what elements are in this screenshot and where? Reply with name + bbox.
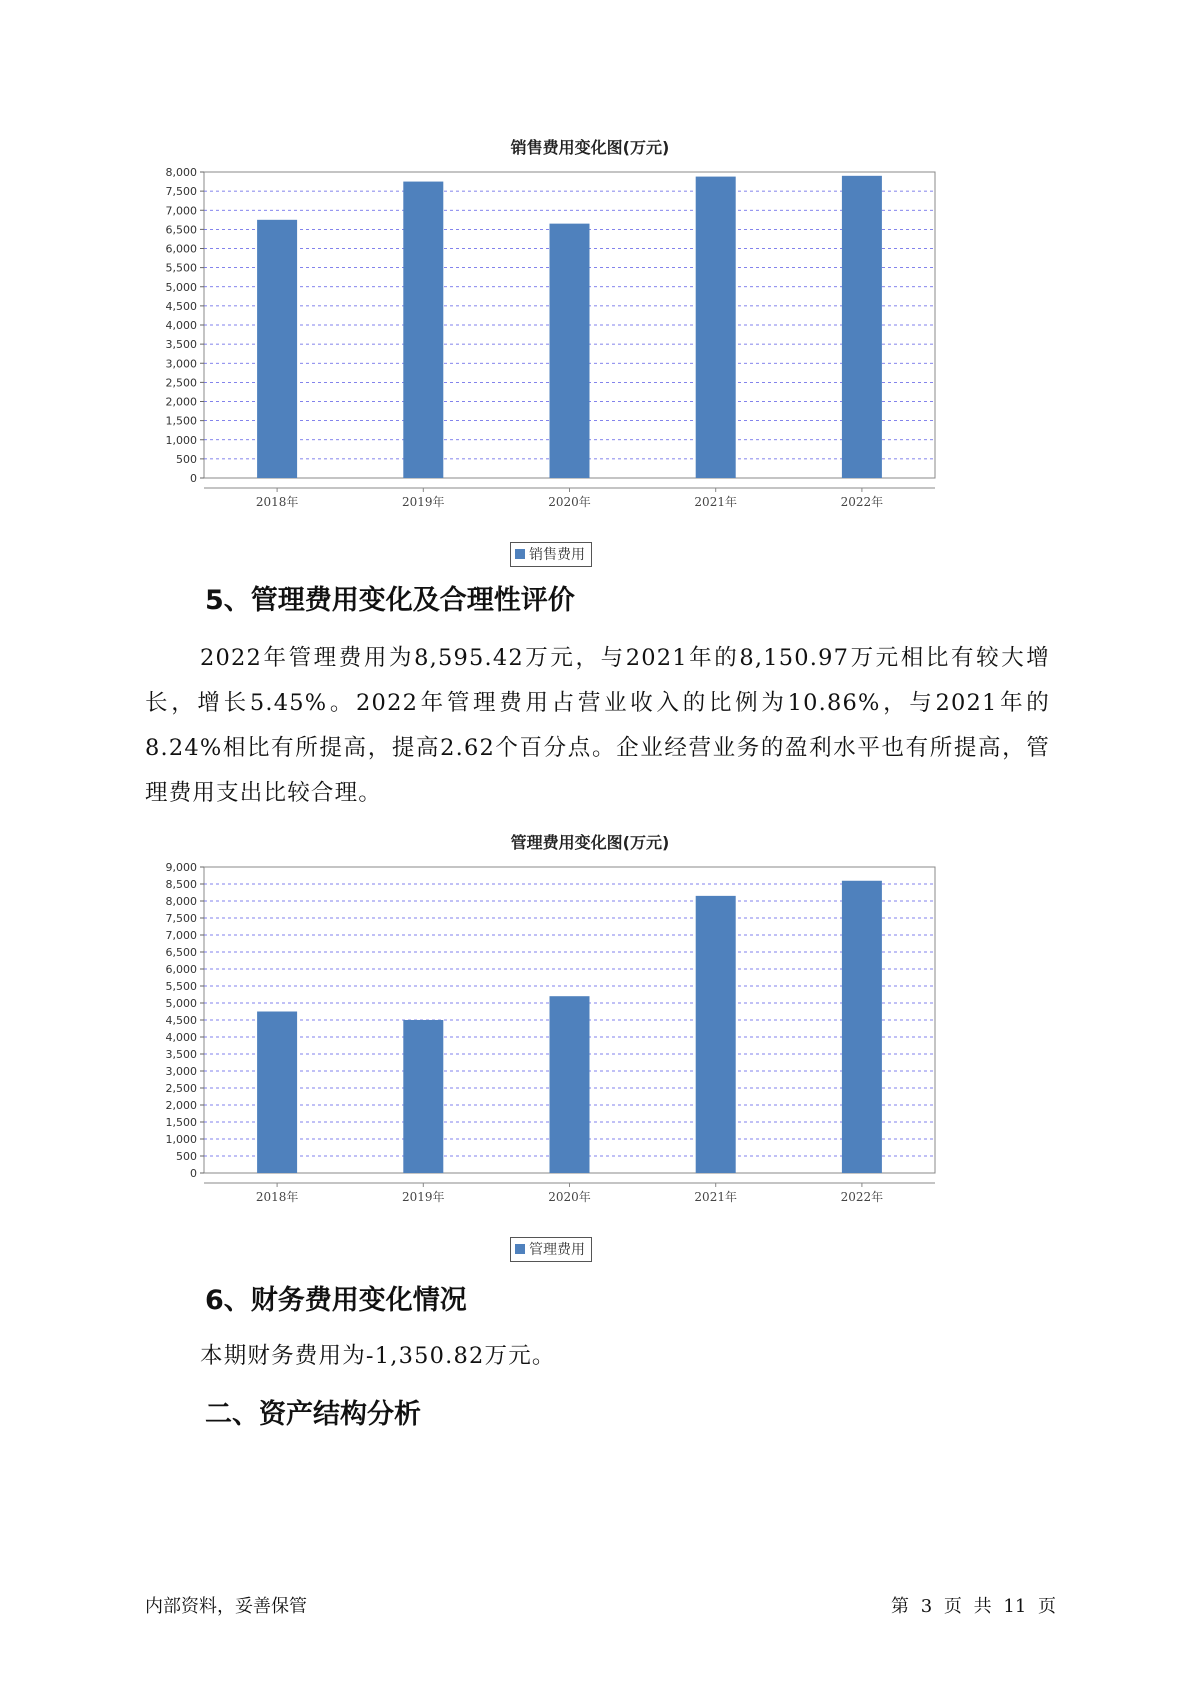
y-tick-label: 4,000 (165, 1031, 197, 1044)
y-tick-label: 3,000 (165, 357, 197, 371)
y-tick-label: 8,000 (165, 166, 197, 179)
sales-expense-chart (140, 130, 1040, 570)
section-heading-assets: 二、资产结构分析 (205, 1399, 421, 1430)
section-heading-5: 5、管理费用变化及合理性评价 (205, 585, 575, 616)
y-tick-label: 2,500 (165, 1082, 197, 1095)
y-tick-label: 4,500 (165, 1014, 197, 1027)
y-tick-label: 2,500 (165, 376, 197, 390)
y-tick-label: 6,500 (165, 946, 197, 959)
y-tick-label: 3,000 (165, 1065, 197, 1078)
y-tick-label: 1,500 (165, 414, 197, 428)
y-tick-label: 6,000 (165, 242, 197, 256)
x-tick-label: 2021年 (694, 1190, 737, 1204)
y-tick-label: 4,500 (165, 299, 197, 313)
y-tick-label: 5,000 (165, 280, 197, 294)
bar-2018年 (257, 220, 297, 478)
legend-label: 销售费用 (529, 547, 585, 563)
admin-expense-chart (140, 825, 1040, 1265)
bar-chart-svg (140, 160, 1040, 560)
y-tick-label: 5,000 (165, 997, 197, 1010)
section-5-paragraph: 2022年管理费用为8,595.42万元，与2021年的8,150.97万元相比有较大增长，增长5.45%。2022年管理费用占营业收入的比例为10.86%，与2021年的8.24%相比有所提高，提高2.62个百分点。企业经营业务的盈利水平也有所提高，管理费用支出比较合理。 (145, 645, 1050, 806)
y-tick-label: 7,500 (165, 185, 197, 199)
y-tick-label: 8,000 (165, 895, 197, 908)
bar-2019年 (403, 1020, 443, 1173)
section-heading-6: 6、财务费用变化情况 (205, 1285, 467, 1316)
y-tick-label: 5,500 (165, 261, 197, 275)
x-tick-label: 2019年 (402, 495, 445, 509)
footer-page-number: 第 3 页 共 11 页 (891, 1596, 1056, 1617)
y-tick-label: 0 (190, 472, 197, 485)
x-tick-label: 2022年 (840, 1190, 884, 1204)
y-tick-label: 2,000 (165, 395, 197, 409)
legend-label: 管理费用 (529, 1242, 585, 1258)
y-tick-label: 4,000 (165, 319, 197, 332)
x-tick-label: 2020年 (548, 495, 591, 509)
x-tick-label: 2018年 (255, 495, 299, 509)
y-tick-label: 7,500 (165, 912, 197, 925)
y-tick-label: 500 (176, 1150, 197, 1163)
y-tick-label: 0 (190, 1167, 197, 1180)
bar-2020年 (550, 996, 590, 1173)
y-tick-label: 3,500 (165, 1048, 197, 1061)
legend-swatch (515, 549, 525, 559)
bar-chart-svg (140, 855, 1040, 1255)
y-tick-label: 2,000 (165, 1099, 197, 1112)
legend-swatch (515, 1244, 525, 1254)
x-tick-label: 2021年 (694, 495, 737, 509)
section-6-paragraph: 本期财务费用为-1,350.82万元。 (200, 1343, 556, 1369)
y-tick-label: 500 (176, 452, 197, 466)
bar-2021年 (696, 896, 736, 1173)
y-tick-label: 8,500 (165, 878, 197, 891)
y-tick-label: 7,000 (165, 929, 197, 942)
bar-2022年 (842, 881, 882, 1173)
x-tick-label: 2020年 (548, 1190, 591, 1204)
bar-2022年 (842, 176, 882, 478)
y-tick-label: 9,000 (165, 861, 197, 874)
bar-2021年 (696, 177, 736, 478)
y-tick-label: 1,000 (165, 433, 197, 447)
footer-confidential-note: 内部资料，妥善保管 (145, 1596, 307, 1617)
chart-legend (510, 1237, 592, 1262)
chart-title: 销售费用变化图(万元) (510, 138, 670, 157)
y-tick-label: 1,500 (165, 1116, 197, 1129)
y-tick-label: 6,500 (165, 223, 197, 237)
x-tick-label: 2018年 (255, 1190, 299, 1204)
y-tick-label: 5,500 (165, 980, 197, 993)
y-tick-label: 6,000 (165, 963, 197, 976)
bar-2020年 (550, 224, 590, 478)
y-tick-label: 7,000 (165, 204, 197, 218)
chart-legend (510, 542, 592, 567)
chart-title: 管理费用变化图(万元) (510, 833, 670, 852)
bar-2018年 (257, 1012, 297, 1174)
y-tick-label: 3,500 (165, 338, 197, 352)
bar-2019年 (403, 182, 443, 478)
y-tick-label: 1,000 (165, 1133, 197, 1146)
x-tick-label: 2022年 (840, 495, 884, 509)
x-tick-label: 2019年 (402, 1190, 445, 1204)
